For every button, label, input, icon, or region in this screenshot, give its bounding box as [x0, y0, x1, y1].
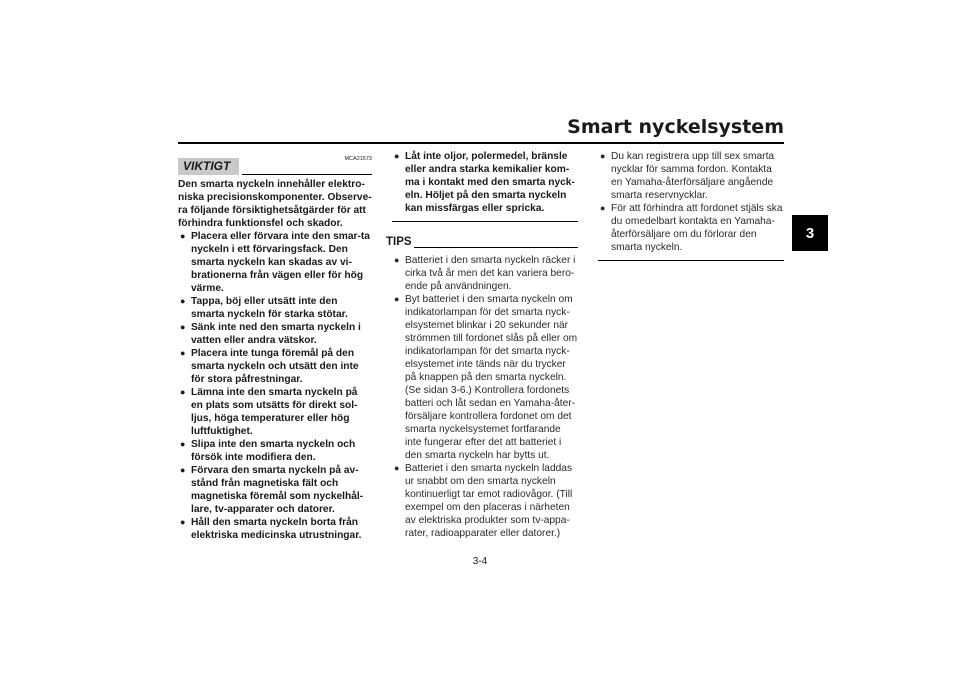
- tip-bullet: ● För att förhindra att fordonet stjäls ska du omedelbart kontakta en Yamaha-återförsäljare om du förlorar den smarta nyckeln.: [598, 202, 784, 254]
- notice-bullet: ● Slipa inte den smarta nyckeln och försök inte modifiera den.: [178, 438, 372, 464]
- page-title: Smart nyckelsystem: [567, 116, 784, 138]
- notice-bullet: ● Tappa, böj eller utsätt inte den smarta nyckeln för starka stötar.: [178, 295, 372, 321]
- notice-bullet: ● Låt inte oljor, polermedel, bränsle eller andra starka kemikalier kom-ma i kontakt med den smarta nyck-eln. Höljet på den smarta nyckeln kan missfärgas eller spricka.: [392, 150, 578, 215]
- tip-bullet: ● Du kan registrera upp till sex smarta nycklar för samma fordon. Kontakta en Yamaha-återförsäljare angående smarta reservnycklar.: [598, 150, 784, 202]
- right-column: [598, 150, 784, 261]
- page-number: 3-4: [472, 556, 488, 567]
- notice-bullet: ● Lämna inte den smarta nyckeln på en plats som utsätts för direkt sol-ljus, höga temperaturer eller hög luftfuktighet.: [178, 386, 372, 438]
- middle-column: [386, 150, 578, 540]
- notice-code: MCA21573: [344, 156, 372, 162]
- notice-end-rule: [392, 221, 578, 222]
- notice-bullet: ● Förvara den smarta nyckeln på av-stånd från magnetiska fält och magnetiska föremål som nyckelhål-lare, tv-apparater och datorer.: [178, 464, 372, 516]
- notice-rule: [242, 174, 372, 175]
- tip-bullet: ● Batteriet i den smarta nyckeln räcker i cirka två år men det kan variera bero-ende på användningen.: [392, 254, 578, 293]
- notice-bullet: ● Sänk inte ned den smarta nyckeln i vatten eller andra vätskor.: [178, 321, 372, 347]
- chapter-tab: 3: [792, 215, 828, 251]
- tips-rule: [414, 247, 578, 248]
- title-rule: [178, 142, 784, 144]
- notice-header: [178, 150, 372, 178]
- notice-bullet: ● Håll den smarta nyckeln borta från elektriska medicinska utrustningar.: [178, 516, 372, 542]
- tip-bullet: ● Byt batteriet i den smarta nyckeln om indikatorlampan för det smarta nyck-elsystemet blinkar i 20 sekunder när strömmen till fordonet slås på eller om indikatorlampan för det smarta nyck-elsystemet inte tänds när du trycker på knappen på den smarta nyckeln. (Se sidan 3-6.) Kontrollera fordonets batteri och låt sedan en Yamaha-åter-försäljare kontrollera fordonet om det smarta nyckelsystemet fortfarande inte fungerar efter det att batteriet i den smarta nyckeln har bytts ut.: [392, 293, 578, 462]
- notice-label: VIKTIGT: [178, 158, 239, 175]
- notice-bullet: ● Placera eller förvara inte den smar-ta nyckeln i ett förvaringsfack. Den smarta nyckeln kan skadas av vi-brationerna från vägen eller för hög värme.: [178, 230, 372, 295]
- tips-label: TIPS: [386, 236, 412, 248]
- left-column: [178, 150, 372, 542]
- notice-intro: Den smarta nyckeln innehåller elektro-niska precisionskomponenter. Observe-ra följande försiktighetsåtgärder för att förhindra funktionsfel och skador.: [178, 179, 372, 229]
- tips-header: [386, 236, 578, 254]
- tip-bullet: ● Batteriet i den smarta nyckeln laddas ur snabbt om den smarta nyckeln kontinuerligt tar emot radiovågor. (Till exempel om den placeras i närheten av elektriska produkter som tv-appa-rater, radioapparater eller datorer.): [392, 462, 578, 540]
- tips-end-rule: [598, 260, 784, 261]
- notice-bullet: ● Placera inte tunga föremål på den smarta nyckeln och utsätt den inte för stora påfrestningar.: [178, 347, 372, 386]
